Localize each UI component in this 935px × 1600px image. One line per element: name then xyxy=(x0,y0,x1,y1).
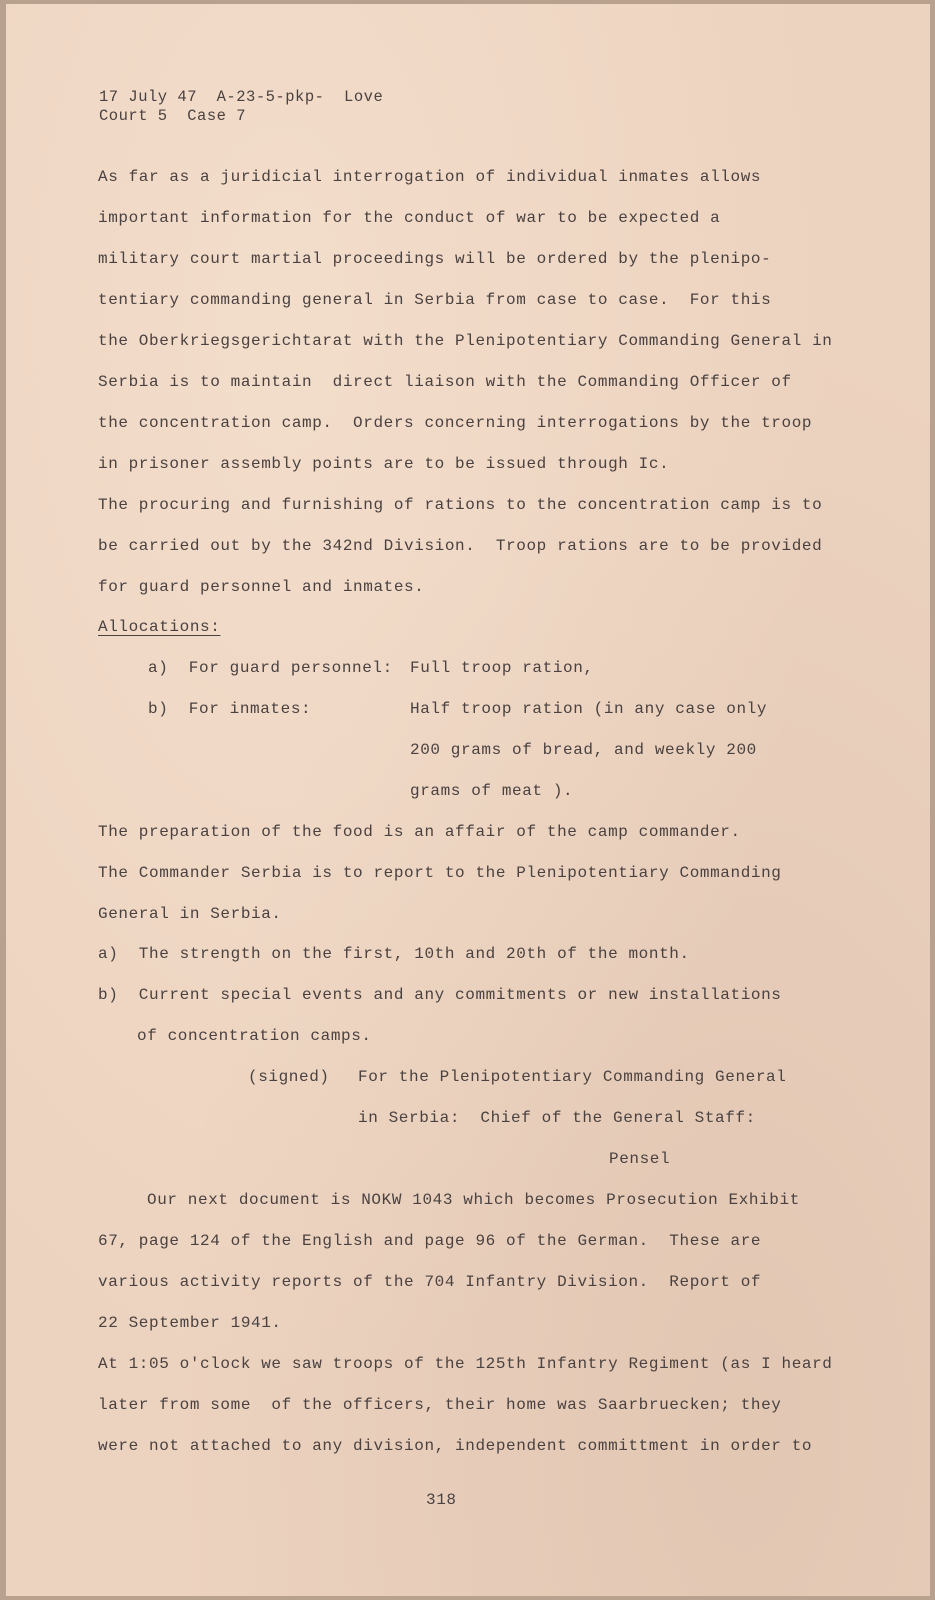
paragraph-1-line: in prisoner assembly points are to be issued through Ic. xyxy=(98,455,670,473)
document-page xyxy=(6,4,930,1596)
report-item-b: b) Current special events and any commitments or new installations xyxy=(98,986,782,1004)
paragraph-1-line: tentiary commanding general in Serbia from case to case. For this xyxy=(98,291,772,309)
header-line-1: 17 July 47 A-23-5-pkp- Love xyxy=(99,88,384,106)
paragraph-1-line: military court martial proceedings will be ordered by the plenipo- xyxy=(98,250,772,268)
report-item-a: a) The strength on the first, 10th and 20th of the month. xyxy=(98,945,690,963)
allocation-b-label: b) For inmates: xyxy=(148,700,312,718)
paragraph-2-line: The procuring and furnishing of rations to the concentration camp is to xyxy=(98,496,823,514)
paragraph-1-line: Serbia is to maintain direct liaison with the Commanding Officer of xyxy=(98,373,792,391)
paragraph-5-line: At 1:05 o'clock we saw troops of the 125th Infantry Regiment (as I heard xyxy=(98,1355,833,1373)
paragraph-3-line: General in Serbia. xyxy=(98,905,282,923)
paragraph-2-line: be carried out by the 342nd Division. Troop rations are to be provided xyxy=(98,537,823,555)
page-number: 318 xyxy=(426,1491,457,1509)
allocation-a-value: Full troop ration, xyxy=(410,659,594,677)
paragraph-5-line: were not attached to any division, independent committment in order to xyxy=(98,1437,813,1455)
paragraph-4-line: 67, page 124 of the English and page 96 of the German. These are xyxy=(98,1232,762,1250)
signatory-name: Pensel xyxy=(609,1150,671,1168)
paragraph-4-line: Our next document is NOKW 1043 which becomes Prosecution Exhibit xyxy=(147,1191,800,1209)
paragraph-1-line: the Oberkriegsgerichtarat with the Plenipotentiary Commanding General in xyxy=(98,332,833,350)
paragraph-2-line: for guard personnel and inmates. xyxy=(98,578,425,596)
paragraph-1-line: important information for the conduct of war to be expected a xyxy=(98,209,721,227)
signature-line-1: For the Plenipotentiary Commanding General xyxy=(358,1068,787,1086)
header-line-2: Court 5 Case 7 xyxy=(99,107,247,125)
paragraph-3-line: The Commander Serbia is to report to the Plenipotentiary Commanding xyxy=(98,864,782,882)
allocations-heading: Allocations: xyxy=(98,618,221,636)
paragraph-1-line: As far as a juridicial interrogation of individual inmates allows xyxy=(98,168,762,186)
paragraph-4-line: 22 September 1941. xyxy=(98,1314,282,1332)
allocation-b-value-line: grams of meat ). xyxy=(410,782,574,800)
paragraph-5-line: later from some of the officers, their home was Saarbruecken; they xyxy=(98,1396,782,1414)
paragraph-4-line: various activity reports of the 704 Infantry Division. Report of xyxy=(98,1273,762,1291)
signature-line-2: in Serbia: Chief of the General Staff: xyxy=(358,1109,756,1127)
allocation-b-value-line: 200 grams of bread, and weekly 200 xyxy=(410,741,757,759)
allocation-b-value-line: Half troop ration (in any case only xyxy=(410,700,768,718)
signed-label: (signed) xyxy=(248,1068,330,1086)
report-item-b-continued: of concentration camps. xyxy=(137,1027,372,1045)
paragraph-1-line: the concentration camp. Orders concerning interrogations by the troop xyxy=(98,414,813,432)
paragraph-3-line: The preparation of the food is an affair of the camp commander. xyxy=(98,823,741,841)
allocation-a-label: a) For guard personnel: xyxy=(148,659,393,677)
